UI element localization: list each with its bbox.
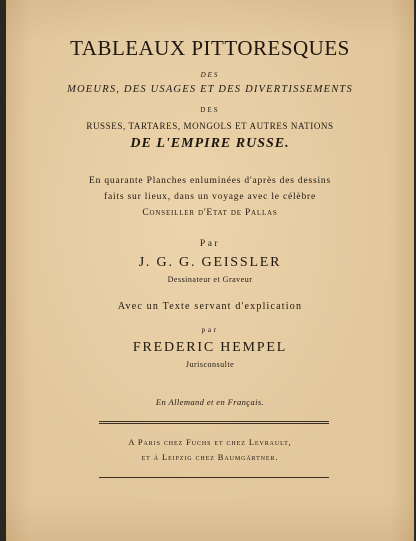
connector-des-1: DES [200,71,220,79]
description-line-1: En quarante Planches enluminées d'après des dessins [89,176,331,186]
language-note: En Allemand et en Français. [155,397,265,407]
author-illustrator-role: Dessinateur et Graveur [167,275,253,284]
publisher-line-2: et à Leipzig chez Baumgärtner. [141,452,279,462]
subtitle-nations: RUSSES, TARTARES, MONGOLS ET AUTRES NATIONS [86,121,334,131]
author-writer-role: Jurisconsulte [185,360,235,369]
description-line-2: faits sur lieux, dans un voyage avec le célèbre [104,192,316,202]
publisher-line-1: A Paris chez Fuchs et chez Levrault, [128,437,292,447]
divider-top [99,421,329,422]
divider-top-double [99,423,329,424]
connector-des-2: DES [200,106,220,114]
by-label-1: Par [199,239,221,249]
subtitle-empire: DE L'EMPIRE RUSSE. [130,136,290,151]
title-page [6,0,414,541]
by-label-2: par [201,325,219,334]
divider-bottom [99,477,329,478]
author-writer: FREDERIC HEMPEL [132,340,288,355]
text-note: Avec un Texte servant d'explication [117,301,303,312]
subtitle-customs: MOEURS, DES USAGES ET DES DIVERTISSEMENTS [67,84,353,95]
main-title: TABLEAUX PITTORESQUES [70,36,350,60]
description-line-3: Conseiller d'Etat de Pallas [142,208,278,218]
author-illustrator: J. G. G. GEISSLER [138,255,282,270]
